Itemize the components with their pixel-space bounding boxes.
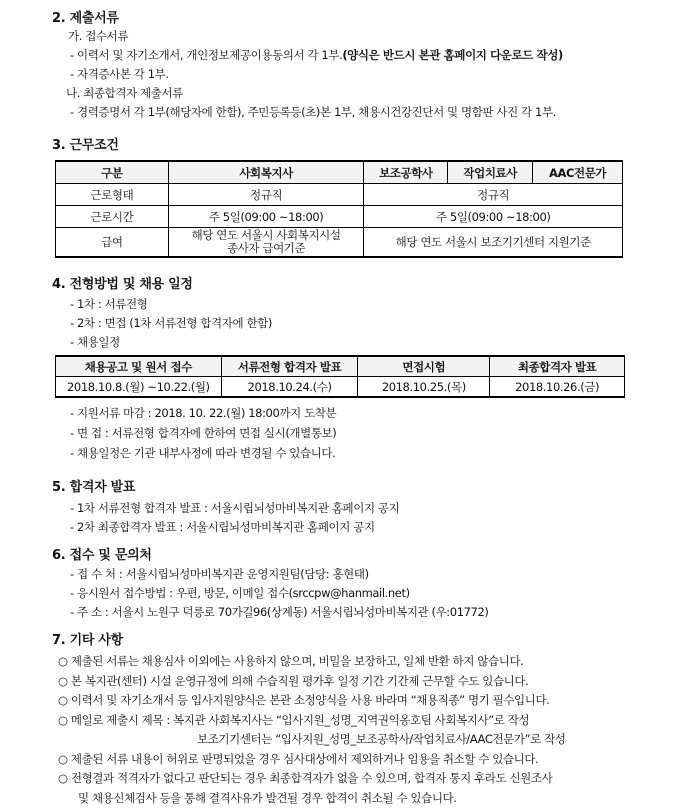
section-4-title: 4. 전형방법 및 채용 일정 (52, 277, 193, 292)
section-6-title: 6. 접수 및 문의처 (52, 548, 152, 563)
table-header-cell: AAC전문가 (533, 161, 623, 184)
table-header-cell: 면접시험 (358, 356, 490, 377)
section-2-title: 2. 제출서류 (52, 11, 119, 26)
table-header-cell: 최종합격자 발표 (490, 356, 625, 377)
note-line: ○ 이력서 및 자기소개서 등 입사지원양식은 본관 소정양식을 사용 바라며 “채용직종” 명기 필수입니다. (58, 693, 550, 707)
schedule-table (55, 355, 625, 398)
cell-line: 해당 연도 서울시 사회복지시설 (191, 228, 341, 242)
doc-line: - 접 수 처 : 서울시립뇌성마비복지관 운영지원팀(담당: 홍현태) (70, 567, 369, 581)
table-row-label: 급여 (56, 228, 169, 258)
doc-line: - 2차 : 면접 (1차 서류전형 합격자에 한함) (70, 316, 272, 330)
table-cell (168, 228, 364, 258)
table-row-label: 근로시간 (56, 206, 169, 228)
section-5-title: 5. 합격자 발표 (52, 480, 136, 495)
table-header-cell: 서류전형 합격자 발표 (221, 356, 358, 377)
doc-line-bold: (양식은 반드시 본관 홈페이지 다운로드 작성) (342, 48, 563, 62)
table-cell: 정규직 (168, 184, 364, 206)
doc-line: - 주 소 : 서울시 노원구 덕릉로 70가길96(상계동) 서울시립뇌성마비복지관 (우:01772) (70, 605, 489, 619)
doc-line: - 지원서류 마감 : 2018. 10. 22.(월) 18:00까지 도착분 (70, 406, 337, 420)
section-7-title: 7. 기타 사항 (52, 633, 123, 648)
doc-line: - 2차 최종합격자 발표 : 서울시립뇌성마비복지관 홈페이지 공지 (70, 520, 375, 534)
doc-line: - 면 접 : 서류전형 합격자에 한하여 면접 실시(개별통보) (70, 426, 337, 440)
doc-line: - 채용일정 (70, 335, 120, 349)
doc-line: - 1차 : 서류전형 (70, 297, 148, 311)
table-header-cell: 보조공학사 (364, 161, 448, 184)
subsection-b: 나. 최종합격자 제출서류 (66, 86, 183, 100)
doc-line-text: - 이력서 및 자기소개서, 개인정보제공이용동의서 각 1부. (70, 48, 343, 62)
table-cell: 정규직 (364, 184, 623, 206)
section-3-title: 3. 근무조건 (52, 138, 119, 153)
note-line: ○ 전형결과 적격자가 없다고 판단되는 경우 최종합격자가 없을 수 있으며, 합격자 통지 후라도 신원조사 (58, 771, 553, 785)
doc-line: - 자격증사본 각 1부. (70, 67, 169, 81)
table-row-label: 근로형태 (56, 184, 169, 206)
table-header-cell: 사회복지사 (168, 161, 364, 184)
table-cell: 주 5일(09:00 ~18:00) (168, 206, 364, 228)
table-header-cell: 작업치료사 (448, 161, 533, 184)
table-header-cell: 채용공고 및 원서 접수 (56, 356, 222, 377)
note-line: ○ 제출된 서류 내용이 허위로 판명되었을 경우 심사대상에서 제외하거나 임용을 취소할 수 있습니다. (58, 752, 539, 766)
note-line: ○ 제출된 서류는 채용심사 이외에는 사용하지 않으며, 비밀을 보장하고, 일체 반환 하지 않습니다. (58, 654, 524, 668)
table-cell: 2018.10.25.(목) (358, 377, 490, 398)
subsection-a: 가. 접수서류 (68, 29, 129, 43)
table-cell: 주 5일(09:00 ~18:00) (364, 206, 623, 228)
note-line: ○ 본 복지관(센터) 시설 운영규정에 의해 수습직원 평가후 일정 기간 기간제 근무할 수도 있습니다. (58, 674, 529, 688)
table-cell: 2018.10.8.(월) ~10.22.(월) (56, 377, 222, 398)
table-cell: 2018.10.26.(금) (490, 377, 625, 398)
cell-line: 종사자 급여기준 (226, 241, 306, 255)
note-line-continued: 및 채용신체검사 등을 통해 결격사유가 발견될 경우 합격이 취소될 수 있습니다. (78, 791, 457, 805)
table-header-cell: 구분 (56, 161, 169, 184)
table-cell: 해당 연도 서울시 보조기기센터 지원기준 (364, 228, 623, 258)
doc-line: - 채용일정은 기관 내부사정에 따라 변경될 수 있습니다. (70, 446, 336, 460)
doc-line: - 응시원서 접수방법 : 우편, 방문, 이메일 접수(srccpw@hanmail.net) (70, 586, 410, 600)
note-line-continued: 보조기기센터는 “입사지원_성명_보조공학사/작업치료사/AAC전문가”로 작성 (197, 732, 566, 746)
note-line: ○ 메일로 제출시 제목 : 복지관 사회복지사는 “입사지원_성명_지역권익옹호팀 사회복지사”로 작성 (58, 713, 530, 727)
work-conditions-table (55, 160, 623, 258)
doc-line: - 1차 서류전형 합격자 발표 : 서울시립뇌성마비복지관 홈페이지 공지 (70, 501, 400, 515)
doc-line (70, 47, 563, 63)
table-cell: 2018.10.24.(수) (221, 377, 358, 398)
doc-line: - 경력증명서 각 1부(해당자에 한함), 주민등록등(초)본 1부, 채용시건강진단서 및 명함판 사진 각 1부. (70, 105, 556, 119)
